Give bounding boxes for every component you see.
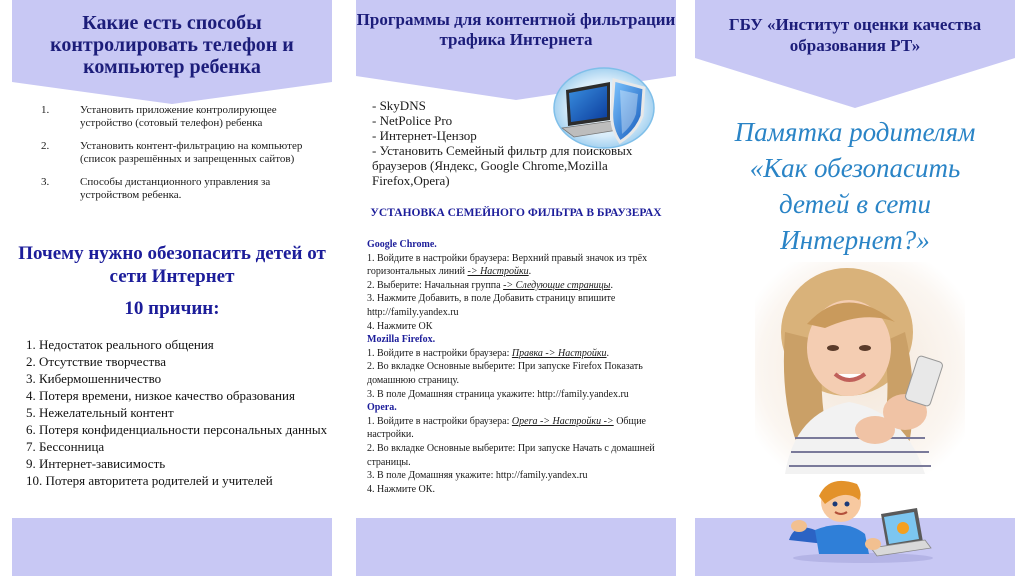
opera-step-1: 1. Войдите в настройки браузера: Opera -> Настройки -> Общие настройки.: [367, 415, 646, 441]
reason-item: 6. Потеря конфиденциальности персональных данных: [26, 422, 328, 437]
middle-footer-band: [356, 518, 676, 576]
list-item: 2. Установить контент-фильтрацию на компьютер (список разрешённых и запрещенных сайтов): [41, 140, 303, 165]
memo-line: Интернет?»: [780, 225, 930, 255]
opera-step-4: 4. Нажмите ОК.: [367, 483, 435, 495]
reason-item: 3. Кибермошенничество: [26, 371, 162, 386]
program-item: - Установить Семейный фильтр для поисковых браузеров (Яндекс, Google Chrome,Mozilla Firefox,Opera): [372, 143, 633, 188]
browser-firefox-label: Mozilla Firefox.: [367, 334, 436, 346]
program-item: - Интернет-Цензор: [372, 128, 477, 143]
memo-title: [695, 114, 1015, 258]
reasons-list: [26, 336, 332, 489]
firefox-step-2: 2. Во вкладке Основные выберите: При запуске Firefox Показать домашнюю страницу.: [367, 361, 643, 386]
chrome-step-3: 3. Нажмите Добавить, в поле Добавить страницу впишите http://family.yandex.ru: [367, 293, 616, 318]
left-header-title: Какие есть способы контролировать телефон и компьютер ребенка: [50, 12, 294, 78]
firefox-step-1: 1. Войдите в настройки браузера: Правка -> Настройки.: [367, 347, 610, 359]
opera-step-2: 2. Во вкладке Основные выберите: При запуске Начать с домашней страницы.: [367, 442, 655, 468]
left-footer-band: [12, 518, 332, 576]
browser-opera-label: Opera.: [367, 402, 397, 414]
organization-title: ГБУ «Институт оценки качества образования РТ»: [728, 15, 982, 55]
reason-item: 5. Нежелательный контент: [26, 405, 174, 420]
memo-line: «Как обезопасить: [749, 153, 961, 183]
chrome-step-1: 1. Войдите в настройки браузера: Верхний правый значок из трёх горизонтальных линий -> Настройки.: [367, 252, 648, 278]
list-item: 3. Способы дистанционного управления за устройством ребенка.: [41, 176, 271, 201]
chrome-step-2: 2. Выберите: Начальная группа -> Следующие страницы.: [367, 279, 613, 291]
browser-chrome-label: Google Chrome.: [367, 239, 437, 250]
program-item: - SkyDNS: [372, 98, 426, 113]
middle-panel: [356, 0, 676, 576]
boy-with-laptop-illustration: [785, 478, 935, 564]
opera-step-3: 3. В поле Домашняя укажите: http://family.yandex.ru: [367, 470, 588, 482]
firefox-step-3: 3. В поле Домашняя страница укажите: http://family.yandex.ru: [367, 388, 629, 400]
list-item: 1. Установить приложение контролирующее устройство (сотовый телефон) ребенка: [41, 104, 277, 129]
reason-item: 2. Отсутствие творчества: [26, 354, 166, 369]
memo-line: Памятка родителям: [734, 117, 976, 147]
reasons-heading: 10 причин:: [124, 298, 220, 319]
right-panel: [695, 0, 1015, 576]
install-filter-heading: УСТАНОВКА СЕМЕЙНОГО ФИЛЬТРА В БРАУЗЕРАХ: [370, 207, 662, 219]
reason-item: 1. Недостаток реального общения: [26, 337, 214, 352]
why-protect-heading: Почему нужно обезопасить детей от сети Интернет: [18, 243, 326, 287]
reason-item: 4. Потеря времени, низкое качество образования: [26, 388, 295, 403]
chrome-step-4: 4. Нажмите ОК: [367, 320, 433, 332]
girl-with-phone-photo: [755, 262, 965, 474]
middle-header-title: Программы для контентной фильтрации трафика Интернета: [356, 10, 676, 49]
memo-line: детей в сети: [778, 189, 932, 219]
install-steps: [367, 238, 671, 496]
reason-item: 7. Бессонница: [26, 439, 105, 454]
control-methods-list: [12, 104, 332, 212]
left-panel: [12, 0, 332, 576]
reason-item: 9. Интернет-зависимость: [26, 456, 166, 471]
programs-list: [372, 98, 674, 188]
program-item: - NetPolice Pro: [372, 113, 453, 128]
reason-item: 10. Потеря авторитета родителей и учителей: [26, 473, 273, 488]
